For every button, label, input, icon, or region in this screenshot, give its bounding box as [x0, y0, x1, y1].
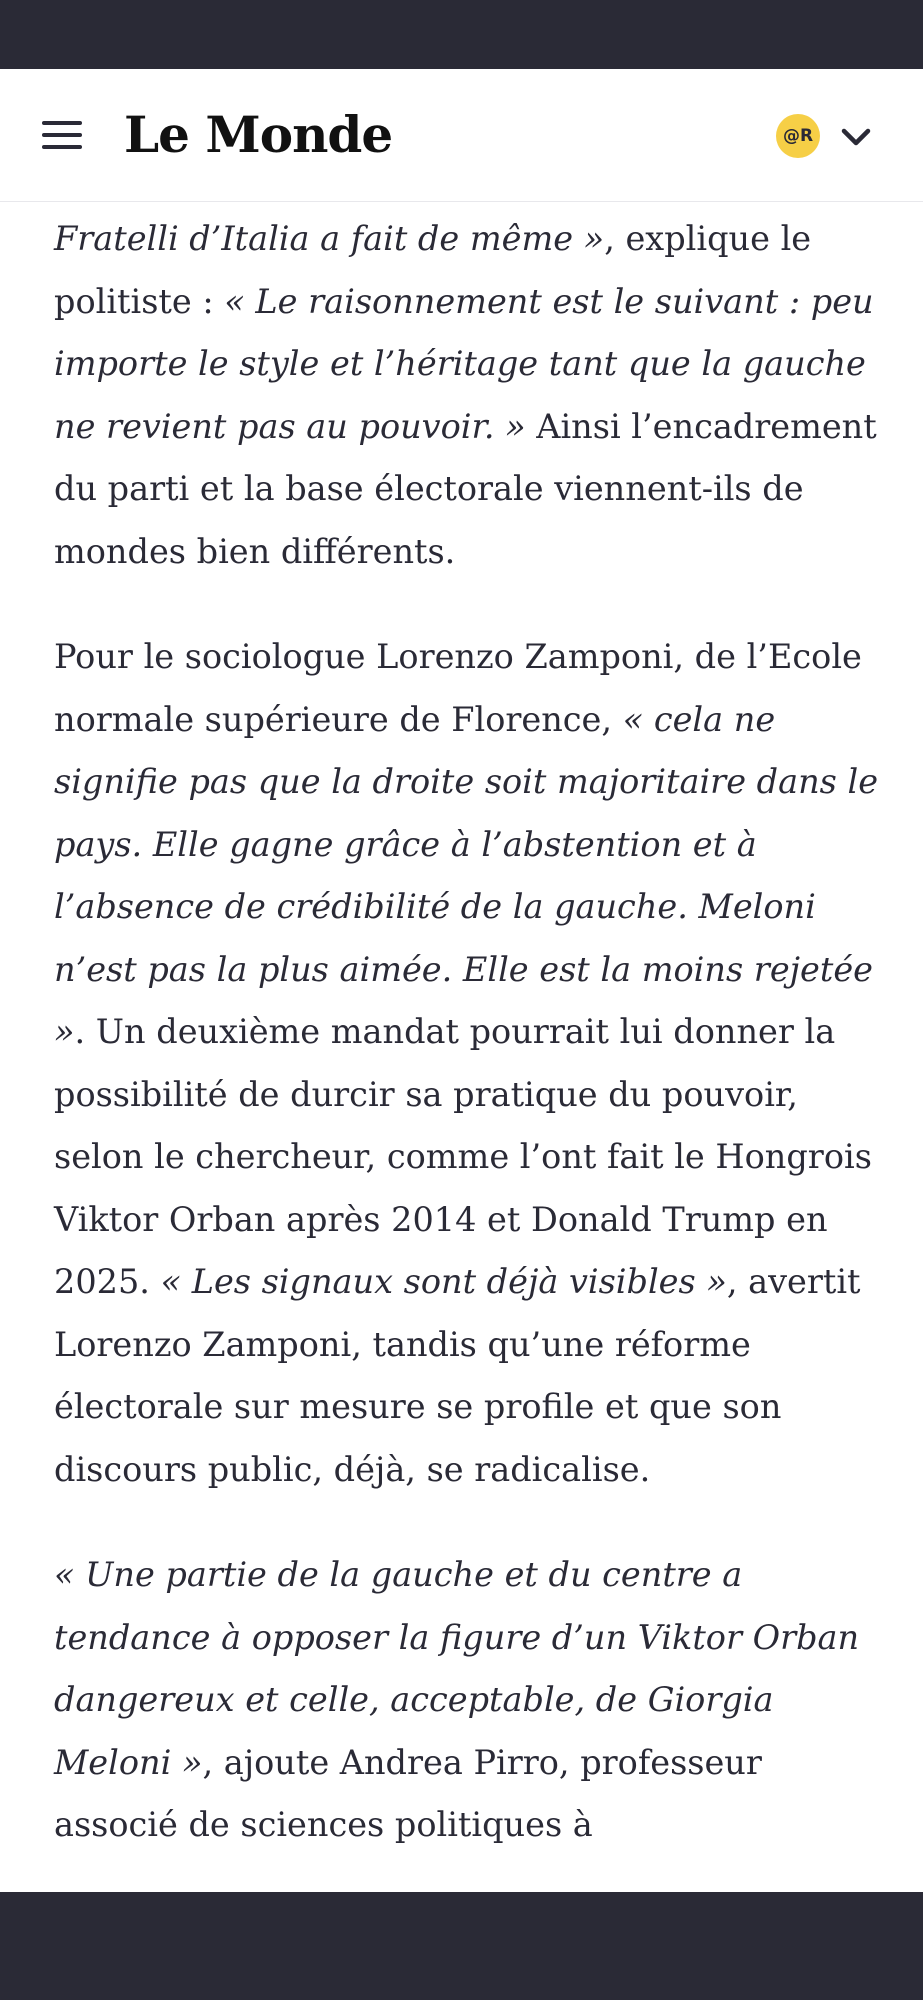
quote-text: « Une partie de la gauche et du centre a tendance à opposer la figure d’un Viktor Orban dangereux et celle, acceptable, de Giorgia Meloni » [54, 1555, 860, 1782]
quote-text: « cela ne signifie pas que la droite soit majoritaire dans le pays. Elle gagne grâce à l’abstention et à l’absence de crédibilité de la gauche. Meloni n’est pas la plus aimée. Elle est la moins rejetée » [54, 699, 879, 1051]
body-text: , ajoute Andrea Pirro, professeur associé de sciences politiques à [54, 1742, 762, 1844]
le-monde-logo[interactable]: Le Monde [124, 105, 393, 164]
body-text: . Un deuxième mandat pourrait lui donner la possibilité de durcir sa pratique du pouvoir, selon le chercheur, comme l’ont fait le Hongrois Viktor Orban après 2014 et Donald Trump en 2025. [54, 1012, 872, 1301]
chevron-down-icon[interactable] [838, 119, 874, 155]
menu-line [42, 133, 82, 137]
quote-text: « Les signaux sont déjà visibles » [160, 1262, 727, 1301]
body-text: , avertit Lorenzo Zamponi, tandis qu’une réforme électorale sur mesure se profile et que son discours public, déjà, se radicalise. [54, 1262, 861, 1489]
article-paragraph [54, 208, 884, 583]
body-text: , explique le politiste : [54, 219, 812, 321]
body-text: Pour le sociologue Lorenzo Zamponi, de l’Ecole normale supérieure de Florence, [54, 637, 862, 739]
menu-line [42, 121, 82, 125]
body-text: Ainsi l’encadrement du parti et la base électorale viennent-ils de mondes bien différents. [54, 406, 877, 571]
quote-text: « Le raisonnement est le suivant : peu importe le style et l’héritage tant que la gauche ne revient pas au pouvoir. » [54, 281, 874, 446]
article-paragraph [54, 1544, 884, 1857]
menu-line [42, 145, 82, 149]
user-avatar[interactable]: @R [776, 114, 820, 158]
article-body [54, 208, 884, 1857]
system-navigation-bar [0, 1892, 923, 2000]
site-header [0, 69, 923, 202]
quote-text: Fratelli d’Italia a fait de même » [54, 219, 605, 258]
article-paragraph [54, 626, 884, 1501]
status-bar [0, 0, 923, 69]
hamburger-menu-icon[interactable] [40, 115, 84, 155]
